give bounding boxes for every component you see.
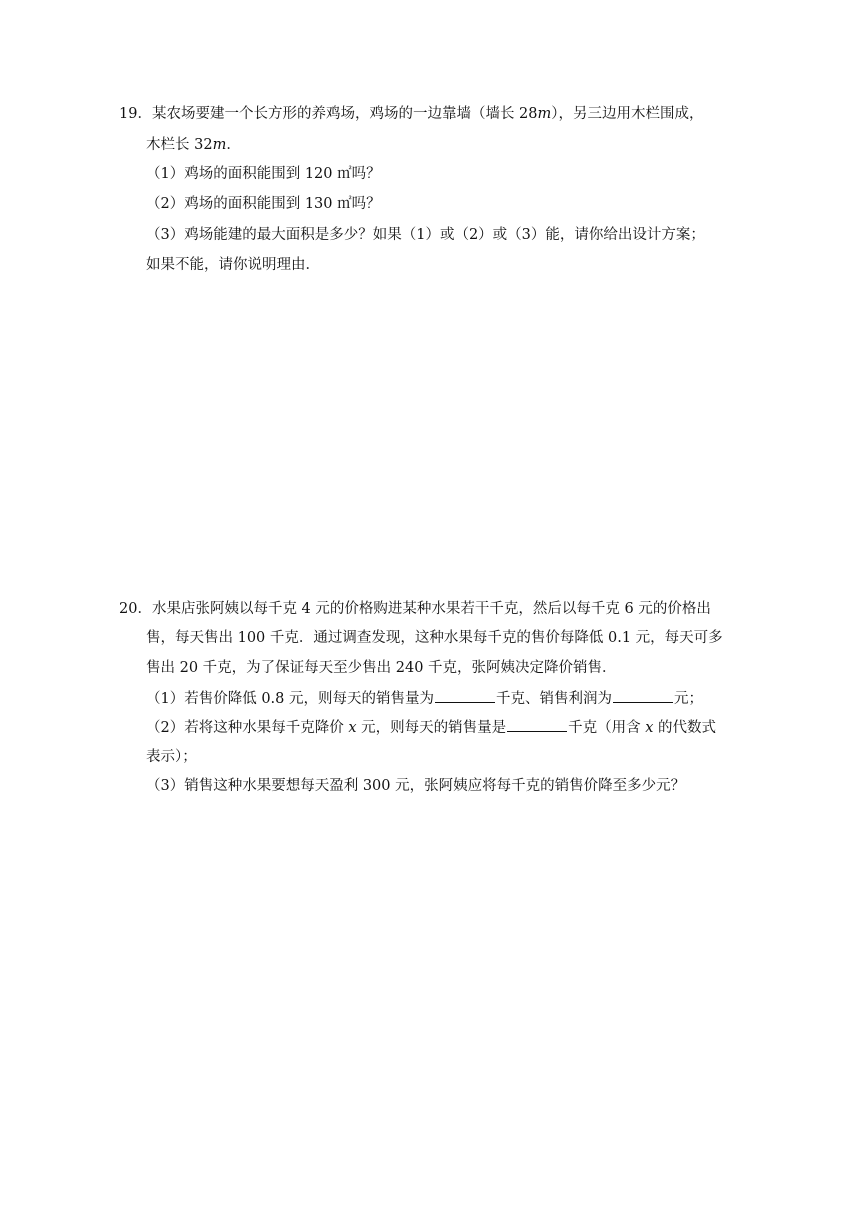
q20-part3: （3）销售这种水果要想每天盈利 300 元，张阿姨应将每千克的销售价降至多少元？ <box>146 778 686 794</box>
q19-part2: （2）鸡场的面积能围到 130 ㎡吗？ <box>146 196 381 212</box>
q20-stem-line3: 售出 20 千克，为了保证每天至少售出 240 千克，张阿姨决定降价销售． <box>146 660 617 676</box>
answer-blank-expression[interactable] <box>507 717 567 732</box>
q20-stem-line1: 20．水果店张阿姨以每千克 4 元的价格购进某种水果若干千克，然后以每千克 6 元的价格出 <box>119 601 711 617</box>
q19-stem-line2: 木栏长 32m． <box>146 137 241 153</box>
answer-blank-profit[interactable] <box>613 688 673 703</box>
q19-part3: （3）鸡场能建的最大面积是多少？如果（1）或（2）或（3）能，请你给出设计方案； <box>146 227 705 243</box>
q19-part1: （1）鸡场的面积能围到 120 ㎡吗？ <box>146 166 381 182</box>
q19-stem-line1: 19．某农场要建一个长方形的养鸡场，鸡场的一边靠墙（墙长 28m），另三边用木栏围成， <box>119 106 704 122</box>
q20-part2-cont: 表示）； <box>146 749 197 765</box>
q20-part1: （1）若售价降低 0.8 元，则每天的销售量为 千克、销售利润为 元； <box>146 688 703 709</box>
q20-stem-line2: 售，每天售出 100 千克．通过调查发现，这种水果每千克的售价每降低 0.1 元，每天可多 <box>146 630 723 646</box>
q19-part3-cont: 如果不能，请你说明理由． <box>146 257 320 273</box>
q20-part2: （2）若将这种水果每千克降价 x 元，则每天的销售量是 千克（用含 x 的代数式 <box>146 717 716 738</box>
answer-blank-sales-volume[interactable] <box>435 688 495 703</box>
